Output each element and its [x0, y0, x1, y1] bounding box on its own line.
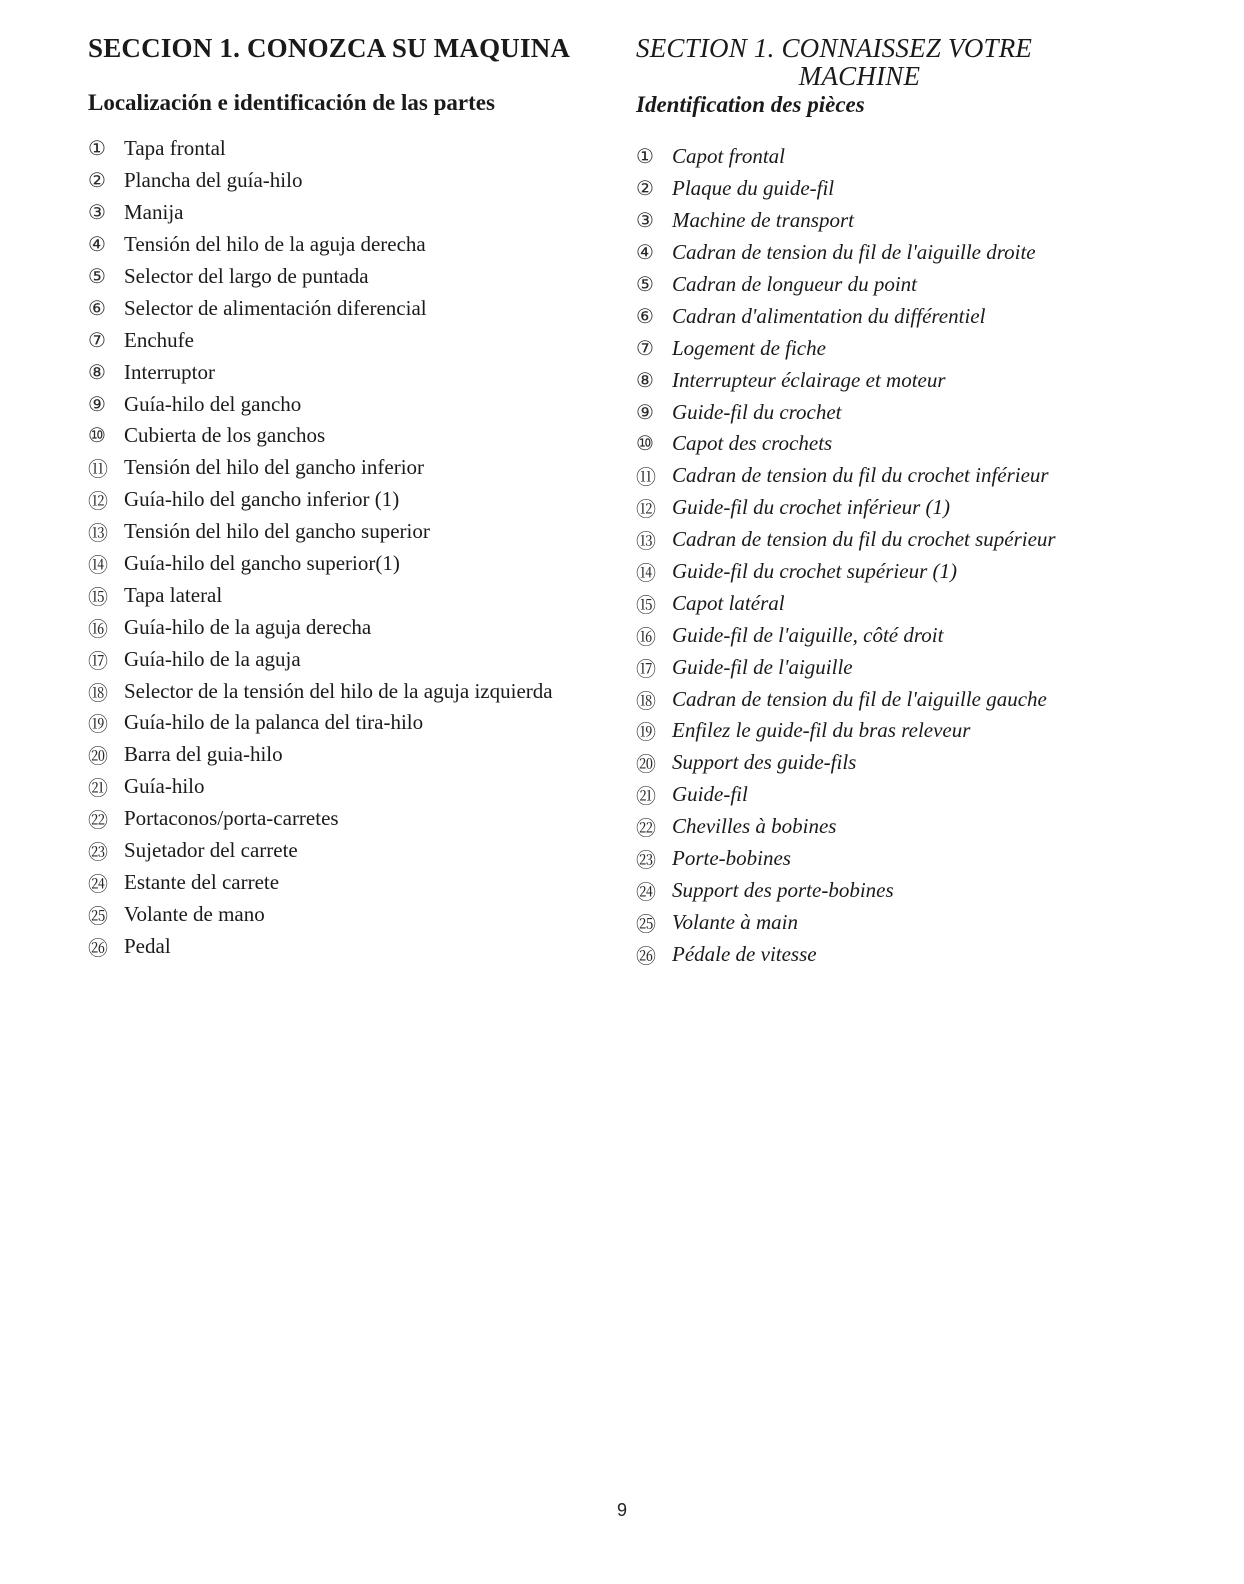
list-item: [636, 811, 1156, 843]
item-number: ⑩: [636, 433, 654, 456]
item-number: ⑫: [88, 491, 108, 514]
item-number: ④: [636, 242, 654, 265]
list-item: [636, 300, 1156, 332]
spanish-parts-list: [88, 133, 608, 962]
item-label: Logement de fiche: [672, 335, 826, 360]
item-label: Enchufe: [124, 327, 194, 352]
list-item: [636, 843, 1156, 875]
item-label: Cadran de tension du fil du crochet supérieur: [672, 527, 1056, 552]
list-item: [636, 460, 1156, 492]
list-item: [88, 484, 608, 516]
list-item: [88, 388, 608, 420]
item-label: Guide-fil de l'aiguille, côté droit: [672, 622, 944, 647]
list-item: [88, 579, 608, 611]
list-item: [88, 898, 608, 930]
item-number: ㉓: [88, 842, 108, 865]
french-title-line1: SECTION 1. CONNAISSEZ VOTRE: [636, 33, 1033, 63]
list-item: [88, 165, 608, 197]
item-number: ⑯: [88, 618, 108, 641]
item-number: ⑥: [636, 305, 654, 328]
list-item: [636, 556, 1156, 588]
item-number: ㉕: [88, 905, 108, 928]
item-label: Chevilles à bobines: [672, 814, 837, 839]
item-label: Cadran de tension du fil de l'aiguille droite: [672, 240, 1036, 265]
item-number: ㉒: [88, 810, 108, 833]
list-item: [636, 141, 1156, 173]
item-label: Sujetador del carrete: [124, 838, 298, 863]
item-label: Capot frontal: [672, 144, 785, 169]
item-number: ㉖: [88, 937, 108, 960]
item-label: Volante de mano: [124, 901, 265, 926]
list-item: [88, 420, 608, 452]
item-number: ③: [88, 202, 106, 225]
item-number: ㉕: [636, 913, 656, 936]
item-number: ⑯: [636, 626, 656, 649]
item-label: Support des porte-bobines: [672, 877, 894, 902]
item-label: Machine de transport: [672, 208, 854, 233]
item-number: ⑰: [88, 650, 108, 673]
item-label: Enfilez le guide-fil du bras releveur: [672, 718, 971, 743]
item-label: Guía-hilo del gancho: [124, 391, 302, 416]
item-number: ⑮: [88, 586, 108, 609]
item-label: Guía-hilo de la aguja derecha: [124, 614, 372, 639]
list-item: [636, 396, 1156, 428]
item-number: ㉒: [636, 818, 656, 841]
list-item: [636, 173, 1156, 205]
french-parts-list: [636, 141, 1156, 970]
item-label: Guide-fil du crochet: [672, 399, 842, 424]
item-number: ⑪: [88, 459, 108, 482]
item-number: ⑧: [636, 369, 654, 392]
item-label: Estante del carrete: [124, 869, 280, 894]
list-item: [636, 906, 1156, 938]
list-item: [88, 324, 608, 356]
item-label: Interruptor: [124, 359, 215, 384]
item-number: ⑬: [88, 523, 108, 546]
item-label: Plancha del guía-hilo: [124, 168, 303, 193]
item-number: ⑤: [88, 266, 106, 288]
item-number: ⑮: [636, 594, 656, 617]
list-item: [88, 739, 608, 771]
list-item: [88, 452, 608, 484]
item-label: Tapa frontal: [124, 136, 226, 161]
item-number: ⑳: [88, 746, 108, 769]
item-number: ②: [636, 178, 654, 201]
item-label: Capot des crochets: [672, 431, 833, 456]
list-item: [636, 587, 1156, 619]
item-number: ⑤: [636, 274, 654, 296]
item-label: Volante à main: [672, 909, 798, 934]
item-number: ⑳: [636, 754, 656, 777]
item-number: ②: [88, 170, 106, 193]
list-item: [88, 675, 608, 707]
french-section-title: [636, 34, 1156, 90]
list-item: [636, 938, 1156, 970]
item-label: Cadran de longueur du point: [672, 272, 917, 296]
list-item: [88, 707, 608, 739]
item-label: Cadran d'alimentation du différentiel: [672, 303, 986, 328]
list-item: [88, 516, 608, 548]
list-item: [88, 229, 608, 261]
item-number: ⑭: [88, 555, 108, 578]
item-label: Guía-hilo de la aguja: [124, 646, 301, 671]
item-label: Guía-hilo del gancho inferior (1): [124, 487, 400, 512]
list-item: [88, 771, 608, 803]
item-number: ①: [88, 138, 106, 161]
list-item: [636, 683, 1156, 715]
list-item: [88, 643, 608, 675]
item-label: Portaconos/porta-carretes: [124, 806, 339, 831]
item-number: ㉓: [636, 850, 656, 873]
item-number: ㉔: [88, 873, 108, 896]
item-label: Pédale de vitesse: [672, 941, 817, 966]
item-label: Guide-fil du crochet supérieur (1): [672, 559, 957, 584]
list-item: [88, 133, 608, 165]
spanish-section-title: SECCION 1. CONOZCA SU MAQUINA: [88, 33, 571, 63]
french-column: [636, 34, 1156, 970]
list-item: [88, 292, 608, 324]
spanish-subtitle: Localización e identificación de las partes: [88, 90, 495, 115]
item-number: ③: [636, 210, 654, 233]
list-item: [636, 364, 1156, 396]
list-item: [88, 803, 608, 835]
page-number: 9: [616, 1500, 627, 1520]
item-number: ⑱: [88, 682, 108, 705]
item-number: ㉑: [636, 786, 656, 809]
list-item: [88, 930, 608, 962]
item-number: ⑨: [636, 401, 654, 424]
list-item: [636, 332, 1156, 364]
item-label: Selector del largo de puntada: [124, 264, 369, 288]
item-number: ㉖: [636, 945, 656, 968]
item-label: Support des guide-fils: [672, 750, 857, 775]
item-number: ⑰: [636, 658, 656, 681]
item-label: Guide-fil du crochet inférieur (1): [672, 495, 950, 520]
french-subtitle: Identification des pièces: [636, 92, 865, 117]
item-label: Guía-hilo de la palanca del tira-hilo: [124, 710, 424, 735]
item-label: Porte-bobines: [672, 846, 791, 871]
list-item: [88, 866, 608, 898]
item-label: Guía-hilo del gancho superior(1): [124, 551, 400, 576]
list-item: [88, 261, 608, 293]
item-number: ⑦: [636, 337, 654, 360]
french-title-line2: MACHINE: [798, 61, 921, 91]
item-label: Cadran de tension du fil du crochet inférieur: [672, 463, 1049, 488]
item-number: ⑲: [636, 722, 656, 745]
list-item: [636, 747, 1156, 779]
item-number: ⑧: [88, 361, 106, 384]
item-number: ④: [88, 234, 106, 257]
list-item: [88, 356, 608, 388]
item-number: ⑪: [636, 467, 656, 490]
item-label: Manija: [124, 200, 184, 225]
item-number: ㉑: [88, 778, 108, 801]
item-label: Tensión del hilo del gancho superior: [124, 519, 430, 544]
item-label: Pedal: [124, 933, 171, 958]
list-item: [636, 492, 1156, 524]
item-number: ㉔: [636, 881, 656, 904]
item-number: ⑬: [636, 531, 656, 554]
item-number: ⑥: [88, 297, 106, 320]
item-label: Barra del guia-hilo: [124, 742, 283, 767]
list-item: [636, 779, 1156, 811]
list-item: [636, 237, 1156, 269]
item-label: Interrupteur éclairage et moteur: [672, 367, 946, 392]
list-item: [636, 428, 1156, 460]
list-item: [636, 874, 1156, 906]
item-label: Guide-fil: [672, 782, 748, 807]
list-item: [636, 619, 1156, 651]
list-item: [636, 269, 1156, 301]
item-label: Guide-fil de l'aiguille: [672, 654, 853, 679]
item-label: Tensión del hilo de la aguja derecha: [124, 232, 426, 257]
item-label: Tapa lateral: [124, 582, 223, 607]
list-item: [88, 835, 608, 867]
list-item: [636, 524, 1156, 556]
spanish-column: [88, 34, 608, 962]
item-number: ⑩: [88, 425, 106, 448]
item-number: ⑱: [636, 690, 656, 713]
item-label: Tensión del hilo del gancho inferior: [124, 455, 425, 480]
item-label: Plaque du guide-fil: [672, 176, 835, 201]
item-label: Guía-hilo: [124, 774, 205, 799]
list-item: [88, 611, 608, 643]
item-label: Cubierta de los ganchos: [124, 423, 326, 448]
list-item: [88, 548, 608, 580]
item-number: ⑨: [88, 393, 106, 416]
item-label: Capot latéral: [672, 590, 785, 615]
list-item: [636, 205, 1156, 237]
list-item: [636, 651, 1156, 683]
item-label: Selector de la tensión del hilo de la aguja izquierda: [124, 678, 553, 703]
item-label: Selector de alimentación diferencial: [124, 295, 427, 320]
item-number: ①: [636, 146, 654, 169]
item-number: ⑦: [88, 329, 106, 352]
item-number: ⑭: [636, 563, 656, 586]
item-number: ⑫: [636, 499, 656, 522]
list-item: [88, 197, 608, 229]
item-number: ⑲: [88, 714, 108, 737]
item-label: Cadran de tension du fil de l'aiguille gauche: [672, 686, 1047, 711]
list-item: [636, 715, 1156, 747]
